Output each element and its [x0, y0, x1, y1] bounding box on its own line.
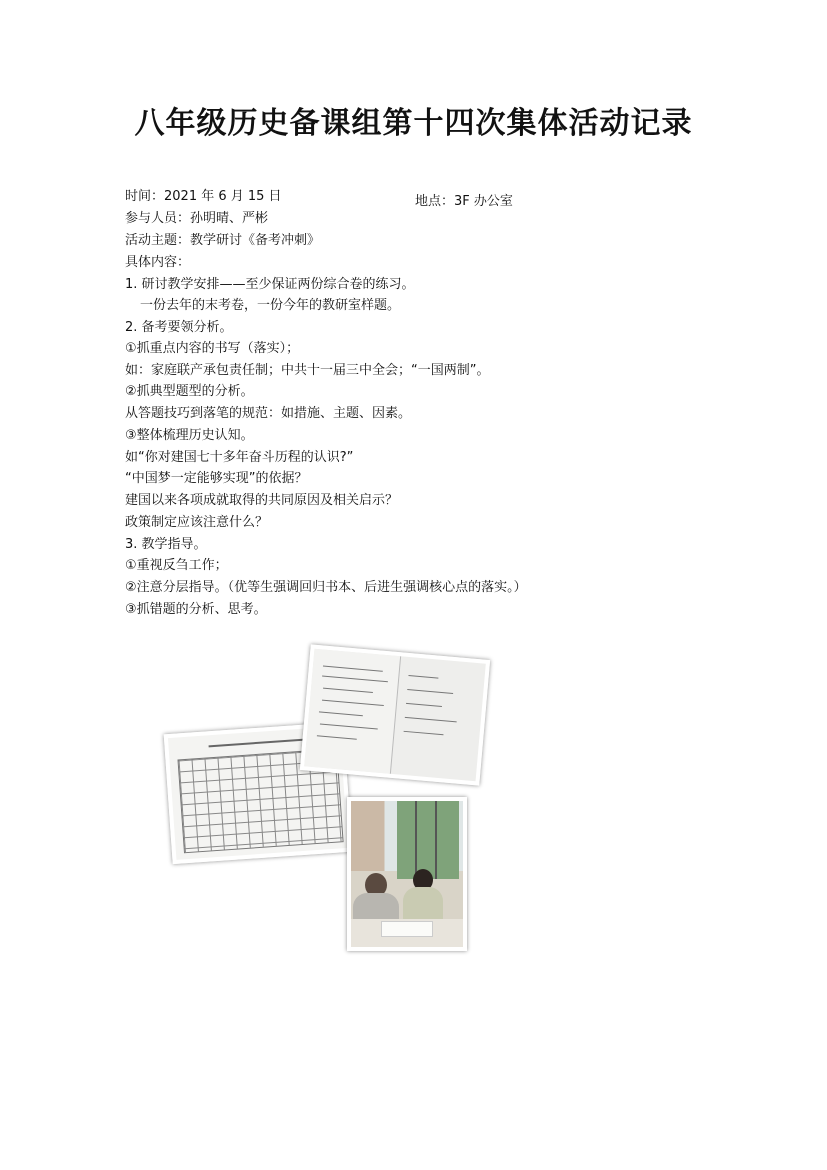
content-line: 2. 备考要领分析。: [125, 320, 233, 335]
content-line: 建国以来各项成就取得的共同原因及相关启示？: [125, 493, 399, 508]
content-line: ③整体梳理历史认知。: [125, 428, 254, 443]
participants-line: 参与人员：孙明晴、严彬: [125, 211, 269, 226]
content-line: 政策制定应该注意什么？: [125, 515, 269, 530]
photo-teachers: [347, 797, 467, 951]
photo-notebook: [300, 644, 490, 785]
content-line: 从答题技巧到落笔的规范：如措施、主题、因素。: [125, 406, 412, 421]
content-label: 具体内容：: [125, 255, 191, 270]
content-line: 如“你对建国七十多年奋斗历程的认识?”: [125, 450, 354, 465]
document-title: 八年级历史备课组第十四次集体活动记录: [134, 106, 693, 141]
content-line: “中国梦一定能够实现”的依据？: [125, 471, 308, 486]
topic-line: 活动主题：教学研讨《备考冲刺》: [125, 233, 321, 248]
content-line: ①重视反刍工作；: [125, 558, 228, 573]
content-line: 如：家庭联产承包责任制；中共十一届三中全会；“一国两制”。: [125, 363, 490, 378]
content-line: ①抓重点内容的书写（落实）；: [125, 341, 300, 356]
content-line: ②抓典型题型的分析。: [125, 384, 254, 399]
time-line: 时间：2021 年 6 月 15 日: [125, 189, 282, 204]
content-line: 1. 研讨教学安排——至少保证两份综合卷的练习。: [125, 277, 415, 292]
content-line: ②注意分层指导。（优等生强调回归书本、后进生强调核心点的落实。）: [125, 580, 527, 595]
content-line: ③抓错题的分析、思考。: [125, 602, 267, 617]
content-line: 一份去年的末考卷，一份今年的教研室样题。: [140, 298, 401, 313]
content-line: 3. 教学指导。: [125, 537, 207, 552]
place-line: 地点：3F 办公室: [415, 194, 513, 209]
